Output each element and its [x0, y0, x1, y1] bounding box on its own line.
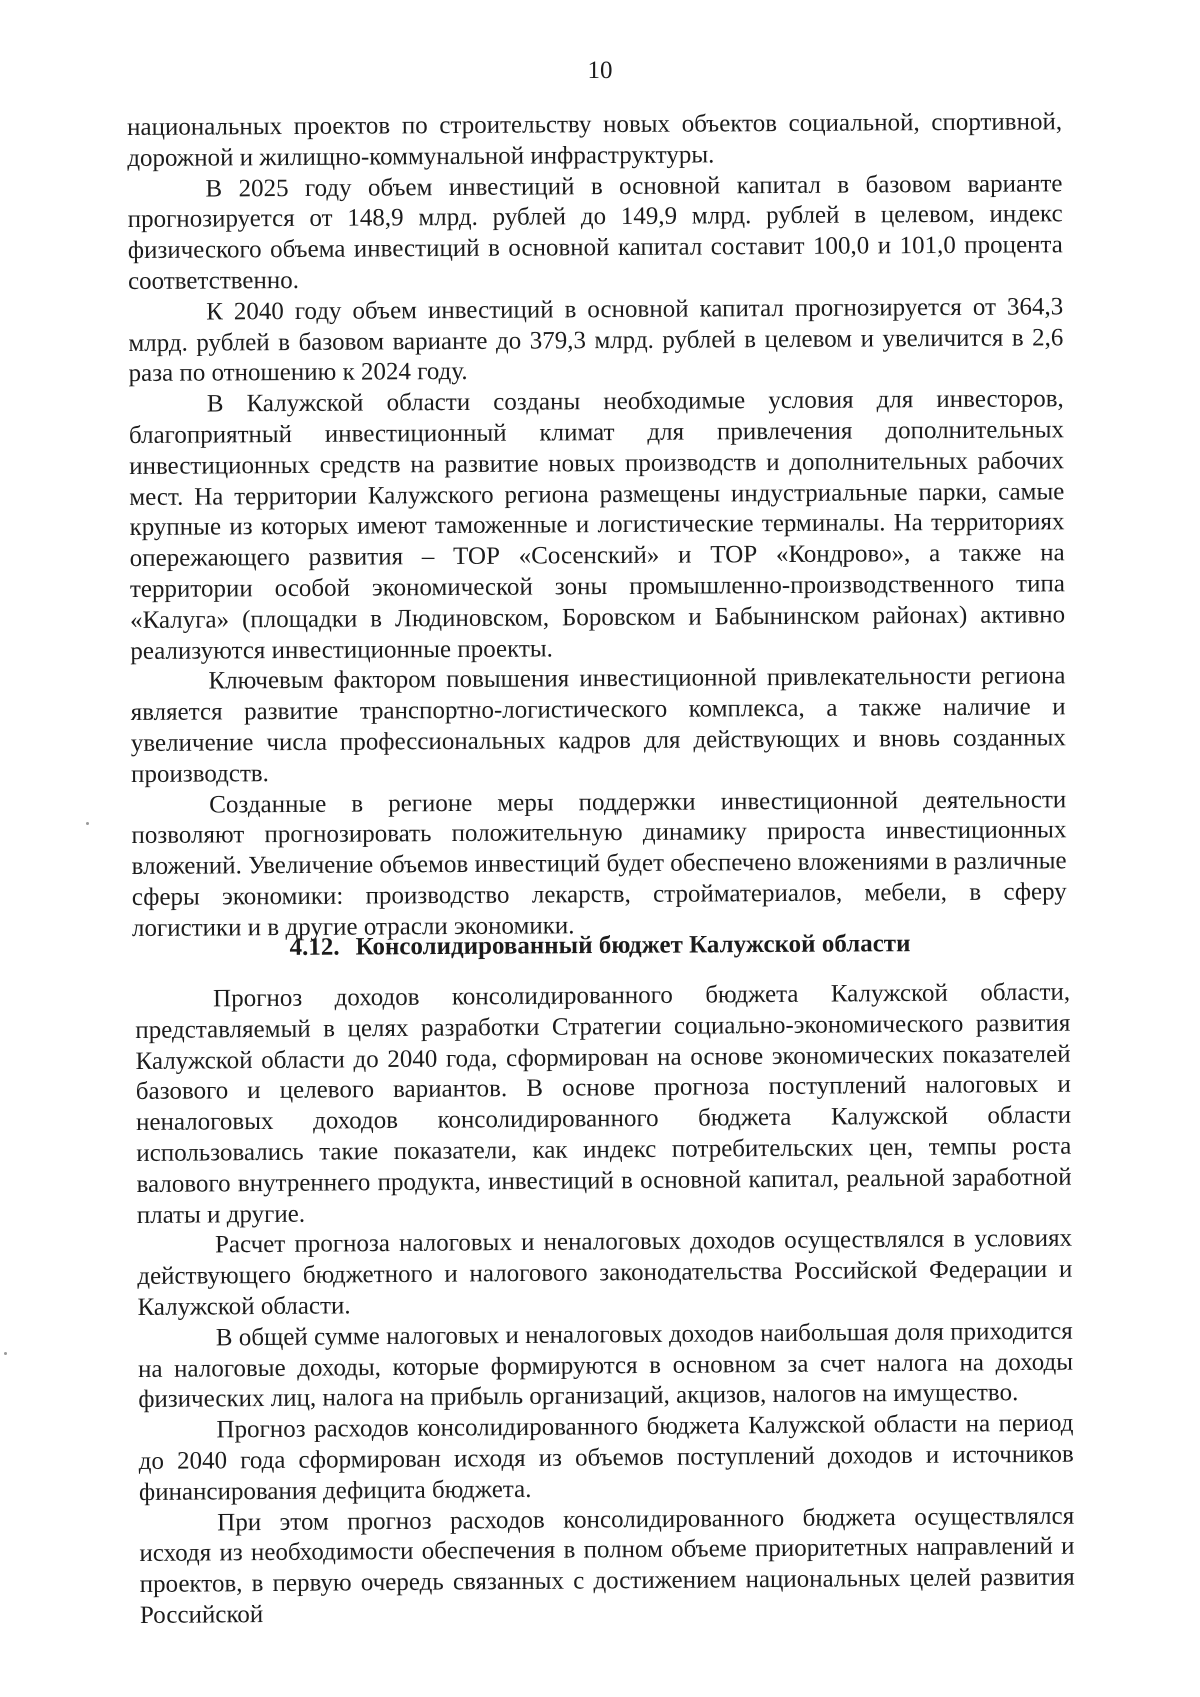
paragraph: национальных проектов по строительству новых объектов социальной, спортивной, дорожной и жилищно-коммунальной инфраструктуры. [127, 108, 1063, 172]
paragraph: Созданные в регионе меры поддержки инвестиционной деятельности позволяют прогнозировать положительную динамику прироста инвестиционных вложений. Увеличение объемов инвестиций будет обеспечено вложениями в различные сферы экономики: производство лекарств, стройматериалов, мебели, в сферу логистики и в другие отрасли экономики. [131, 785, 1067, 942]
paragraph: Ключевым фактором повышения инвестиционной привлекательности региона является развитие транспортно-логистического комплекса, а также наличие и увеличение числа профессиональных кадров для действующих и вновь созданных производств. [130, 662, 1066, 788]
paragraph: При этом прогноз расходов консолидированного бюджета осуществлялся исходя из необходимости обеспечения в полном объеме приоритетных направлений и проектов, в первую очередь связанных с достижением национальных целей развития Российской [139, 1502, 1075, 1629]
section-title: Консолидированный бюджет Калужской области [355, 930, 911, 961]
paragraph: Расчет прогноза налоговых и неналоговых доходов осуществлялся в условиях действующего бюджетного и налогового законодательства Российской Федерации и Калужской области. [137, 1225, 1073, 1321]
scan-speck [4, 1352, 7, 1355]
paragraph: К 2040 году объем инвестиций в основной капитал прогнозируется от 364,3 млрд. рублей в базовом варианте до 379,3 млрд. рублей в целевом и увеличится в 2,6 раза по отношению к 2024 году. [128, 293, 1064, 388]
paragraph: Прогноз расходов консолидированного бюджета Калужской области на период до 2040 года сформирован исходя из объемов поступлений доходов и источников финансирования дефицита бюджета. [138, 1409, 1074, 1506]
page-number: 10 [587, 57, 613, 84]
paragraph: В общей сумме налоговых и неналоговых доходов наибольшая доля приходится на налоговые доходы, которые формируются в основном за счет налога на доходы физических лиц, налога на прибыль организаций, акцизов, налогов на имущество. [137, 1317, 1074, 1414]
section-number: 4.12. [289, 933, 340, 961]
scan-speck [86, 822, 89, 825]
section-heading [0, 927, 1200, 964]
paragraph: Прогноз доходов консолидированного бюджета Калужской области, представляемый в целях разработки Стратегии социально-экономического развития Калужской области до 2040 года, сформирован на основе экономических показателей базового и целевого вариантов. В основе прогноза поступлений налоговых и неналоговых доходов консолидированного бюджета Калужской области использовались такие показатели, как индекс потребительских цен, темпы роста валового внутреннего продукта, инвестиций в основной капитал, реальной заработной платы и другие. [135, 978, 1072, 1229]
paragraph: В 2025 году объем инвестиций в основной капитал в базовом варианте прогнозируется от 148,9 млрд. рублей до 149,9 млрд. рублей в целевом, индекс физического объема инвестиций в основной капитал составит 100,0 и 101,0 процента соответственно. [127, 169, 1063, 295]
body-text-top [127, 107, 1067, 944]
paragraph: В Калужской области созданы необходимые условия для инвесторов, благоприятный инвестиционный климат для привлечения дополнительных инвестиционных средств на развитие новых производств и дополнительных рабочих мест. На территории Калужского региона размещены индустриальные парки, самые крупные из которых имеют таможенные и логистические терминалы. На территориях опережающего развития – ТОР «Сосенский» и ТОР «Кондрово», а также на территории особой экономической зоны промышленно-производственного типа «Калуга» (площадки в Людиновском, Боровском и Бабынинском районах) активно реализуются инвестиционные проекты. [128, 385, 1066, 665]
body-text-bottom [135, 978, 1075, 1632]
